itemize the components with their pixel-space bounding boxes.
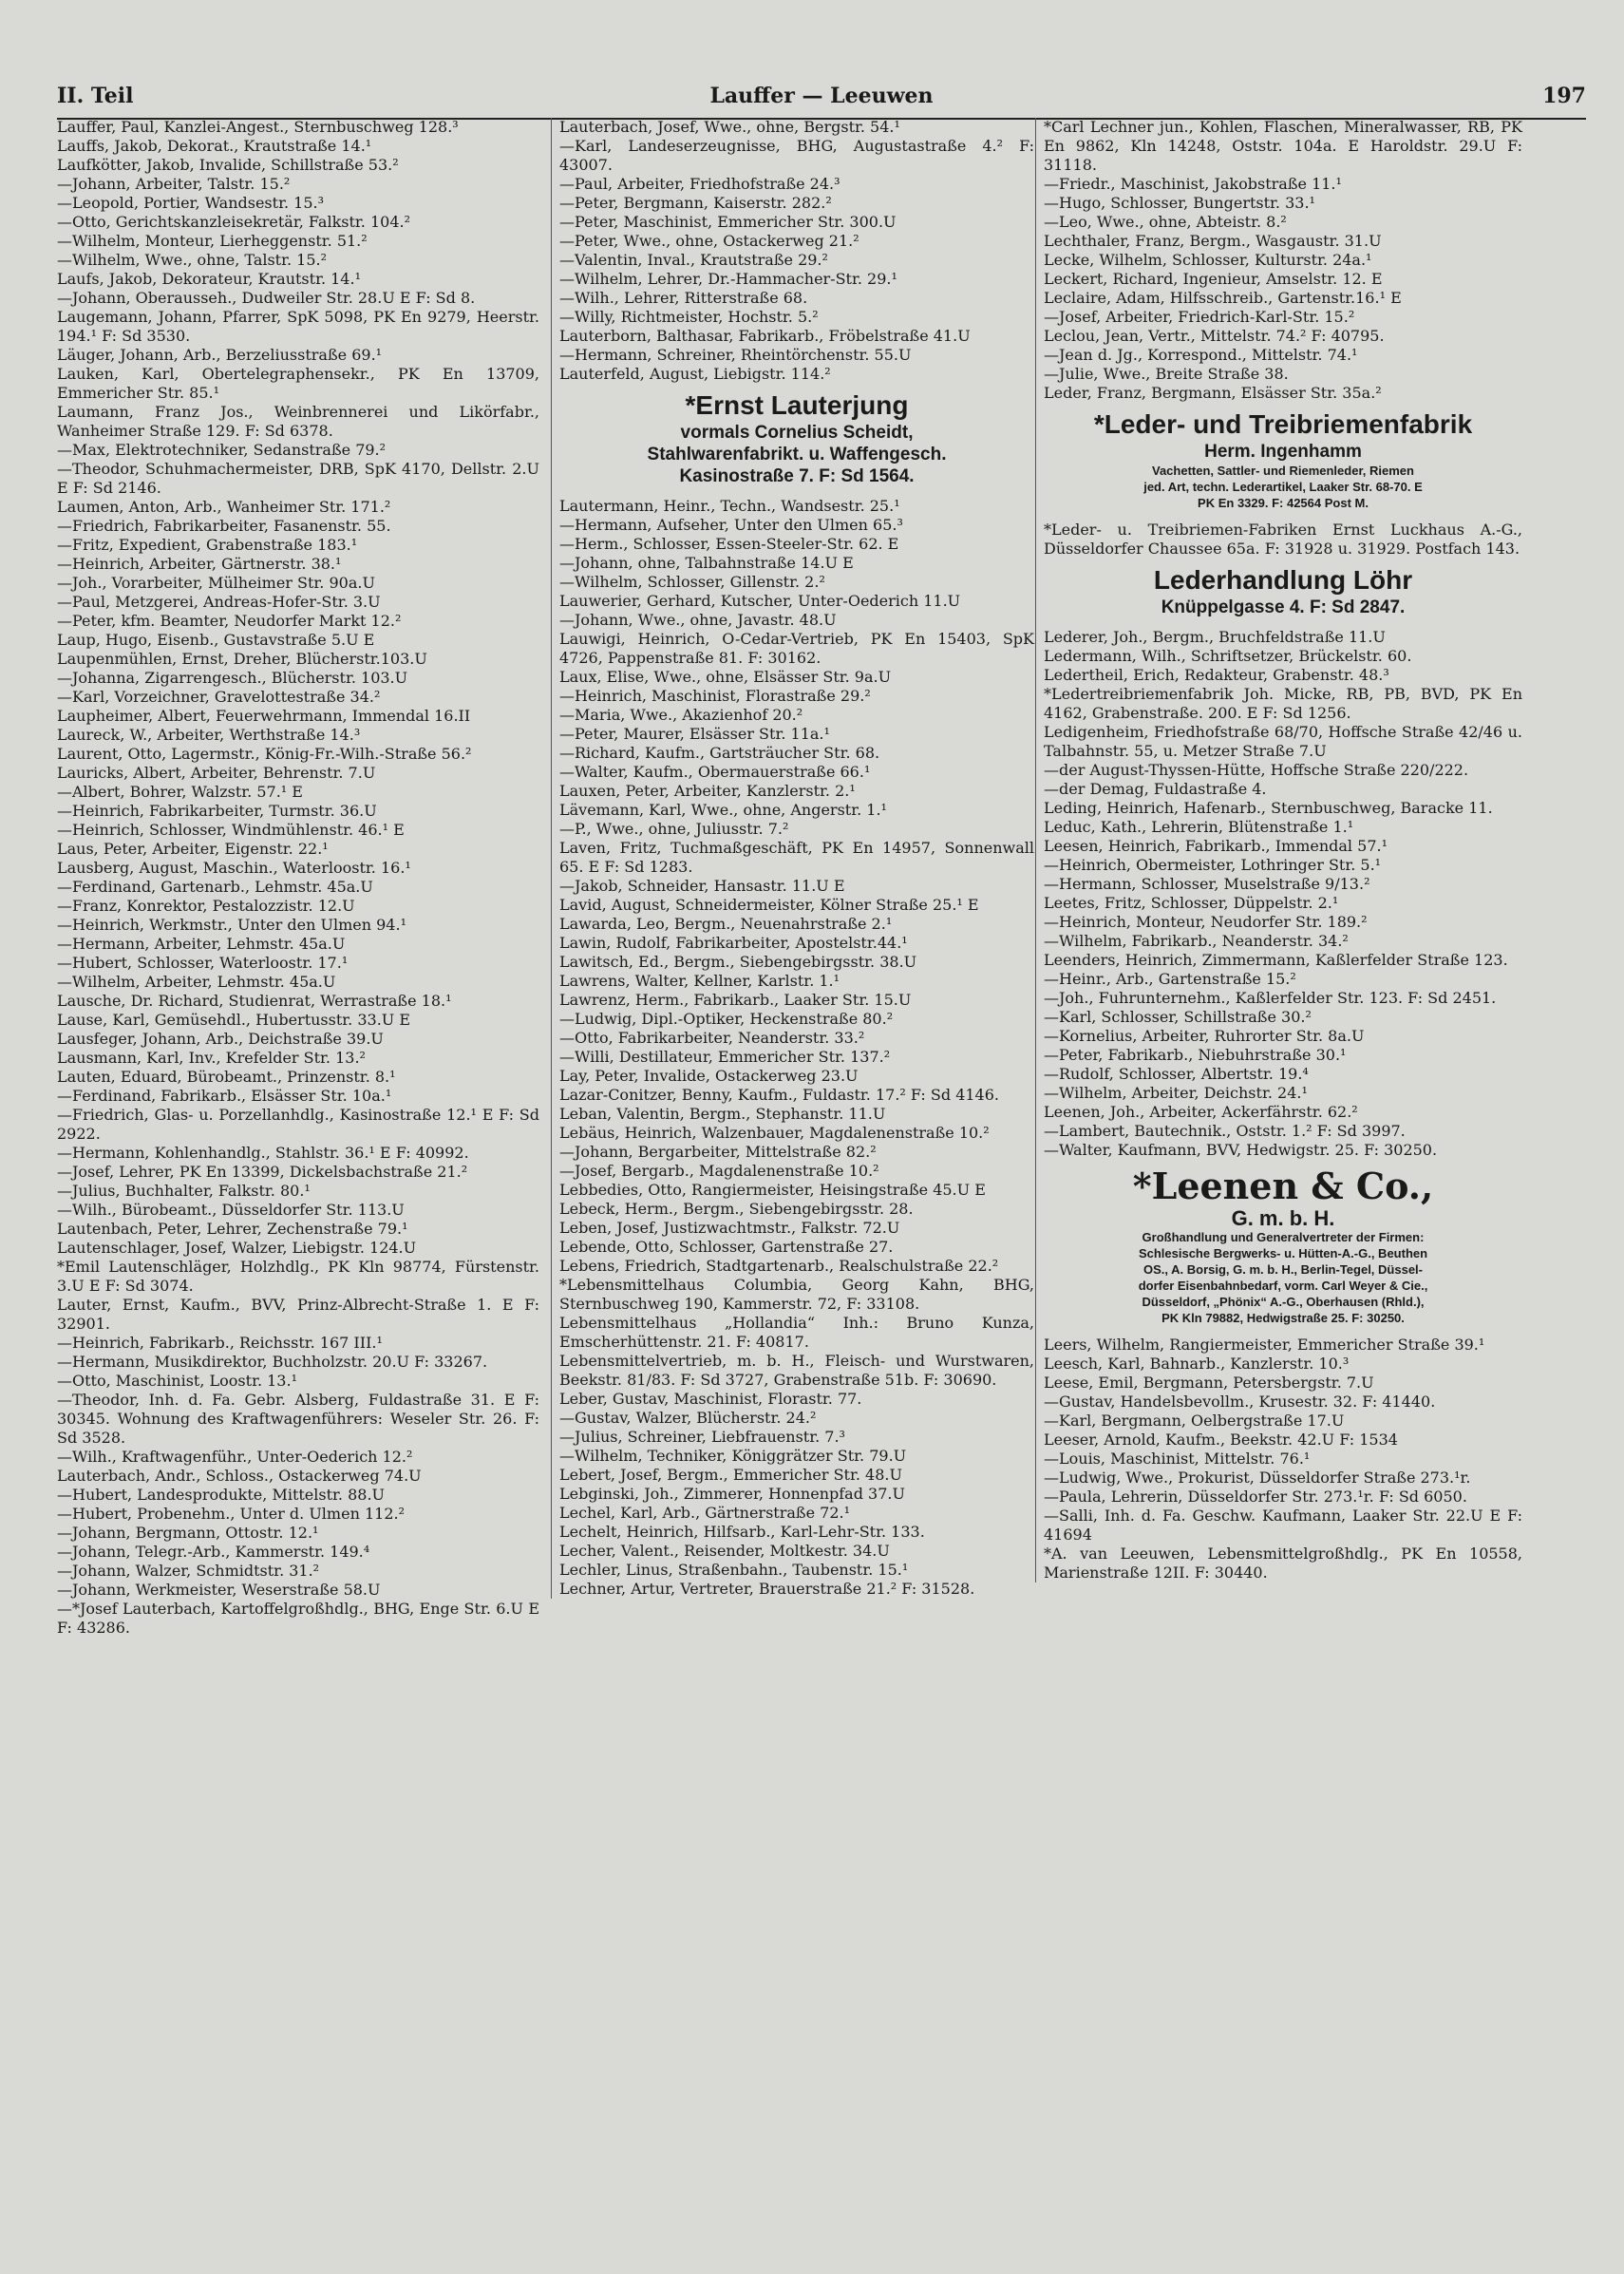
directory-entry: Lebeck, Herm., Bergm., Siebengebirgsstr. 28. bbox=[559, 1200, 914, 1218]
directory-entry: Lawarda, Leo, Bergm., Neuenahrstraße 2.¹ bbox=[559, 915, 893, 933]
directory-entry: —Jakob, Schneider, Hansastr. 11.U E bbox=[559, 877, 845, 895]
directory-entry: —Heinrich, Werkmstr., Unter den Ulmen 94.¹ bbox=[57, 916, 406, 934]
directory-entry: Lausberg, August, Maschin., Waterloostr. 16.¹ bbox=[57, 859, 411, 877]
directory-entry: Lause, Karl, Gemüsehdl., Hubertusstr. 33.U E bbox=[57, 1011, 411, 1029]
page-header bbox=[57, 84, 1586, 120]
directory-entry: Lawin, Rudolf, Fabrikarbeiter, Apostelstr.44.¹ bbox=[559, 934, 908, 952]
directory-entry: —Leopold, Portier, Wandsestr. 15.³ bbox=[57, 194, 324, 212]
directory-entry: Laven, Fritz, Tuchmaßgeschäft, PK En 14957, Sonnenwall 65. E F: Sd 1283. bbox=[559, 839, 1034, 876]
directory-entry: Lay, Peter, Invalide, Ostackerweg 23.U bbox=[559, 1067, 859, 1085]
directory-entry: Leckert, Richard, Ingenieur, Amselstr. 12. E bbox=[1044, 270, 1383, 288]
directory-entry: *Lebensmittelhaus Columbia, Georg Kahn, BHG, Sternbuschweg 190, Kammerstr. 72, F: 33108. bbox=[559, 1276, 1034, 1313]
directory-entry: Lebensmittelhaus „Hollandia“ Inh.: Bruno Kunza, Emscherhüttenstr. 21. F: 40817. bbox=[559, 1314, 1034, 1351]
directory-entry: Laufkötter, Jakob, Invalide, Schillstraße 53.² bbox=[57, 156, 399, 174]
directory-entry: —Heinrich, Fabrikarbeiter, Turmstr. 36.U bbox=[57, 802, 377, 820]
directory-entry: —Johann, Oberausseh., Dudweiler Str. 28.U E F: Sd 8. bbox=[57, 289, 476, 307]
directory-entry: —Peter, Maurer, Elsässer Str. 11a.¹ bbox=[559, 725, 830, 743]
directory-entry: *Leder- u. Treibriemen-Fabriken Ernst Luckhaus A.-G., Düsseldorfer Chaussee 65a. F: 31928 u. 31929. Postfach 143. bbox=[1044, 521, 1522, 558]
directory-entry: Lebäus, Heinrich, Walzenbauer, Magdalenenstraße 10.² bbox=[559, 1124, 990, 1142]
directory-entry: —Joh., Fuhrunternehm., Kaßlerfelder Str. 123. F: Sd 2451. bbox=[1044, 989, 1497, 1007]
ad-line: Herm. Ingenhamm bbox=[1204, 442, 1362, 462]
directory-entry: Lauwigi, Heinrich, O-Cedar-Vertrieb, PK En 15403, SpK 4726, Pappenstraße 81. F: 30162. bbox=[559, 630, 1034, 667]
directory-entry: Leese, Emil, Bergmann, Petersbergstr. 7.U bbox=[1044, 1374, 1374, 1392]
ad-line: dorfer Eisenbahnbedarf, vorm. Carl Weyer & Cie., bbox=[1138, 1279, 1428, 1293]
directory-entry: —Theodor, Inh. d. Fa. Gebr. Alsberg, Fuldastraße 31. E F: 30345. Wohnung des Kraftwagenführers: Weseler Str. 26. F: Sd 3528. bbox=[57, 1391, 539, 1447]
directory-entry: —Gustav, Walzer, Blücherstr. 24.² bbox=[559, 1409, 817, 1427]
directory-entry: Lazar-Conitzer, Benny, Kaufm., Fuldastr. 17.² F: Sd 4146. bbox=[559, 1086, 999, 1104]
directory-entry: Leclou, Jean, Vertr., Mittelstr. 74.² F: 40795. bbox=[1044, 327, 1385, 345]
directory-entry: —Wilhelm, Arbeiter, Lehmstr. 45a.U bbox=[57, 973, 336, 991]
directory-entry: —Friedrich, Glas- u. Porzellanhdlg., Kasinostraße 12.¹ E F: Sd 2922. bbox=[57, 1106, 539, 1143]
directory-entry: —Otto, Maschinist, Loostr. 13.¹ bbox=[57, 1372, 297, 1390]
directory-entry: —Ferdinand, Fabrikarb., Elsässer Str. 10a.¹ bbox=[57, 1087, 392, 1105]
directory-entry: —Hermann, Schlosser, Muselstraße 9/13.² bbox=[1044, 875, 1370, 893]
directory-entry: —Valentin, Inval., Krautstraße 29.² bbox=[559, 251, 828, 269]
ad-line: Düsseldorf, „Phönix“ A.-G., Oberhausen (Rhld.), bbox=[1142, 1295, 1425, 1309]
directory-entry: Laup, Hugo, Eisenb., Gustavstraße 5.U E bbox=[57, 631, 375, 649]
directory-entry: —Theodor, Schuhmachermeister, DRB, SpK 4170, Dellstr. 2.U E F: Sd 2146. bbox=[57, 460, 539, 497]
directory-entry: —Wilhelm, Schlosser, Gillenstr. 2.² bbox=[559, 573, 825, 591]
directory-entry: Lauffer, Paul, Kanzlei-Angest., Sternbuschweg 128.³ bbox=[57, 118, 459, 136]
directory-entry: Leder, Franz, Bergmann, Elsässer Str. 35a.² bbox=[1044, 384, 1382, 402]
directory-entry: Lederer, Joh., Bergm., Bruchfeldstraße 11.U bbox=[1044, 628, 1386, 646]
directory-entry: —Salli, Inh. d. Fa. Geschw. Kaufmann, Laaker Str. 22.U E F: 41694 bbox=[1044, 1507, 1522, 1544]
directory-entry: —Hubert, Probenehm., Unter d. Ulmen 112.² bbox=[57, 1505, 405, 1523]
directory-entry: —Hermann, Schreiner, Rheintörchenstr. 55.U bbox=[559, 346, 912, 364]
ad-title: *Ernst Lauterjung bbox=[685, 390, 909, 420]
directory-entry: Lawrenz, Herm., Fabrikarb., Laaker Str. 15.U bbox=[559, 991, 912, 1009]
directory-entry: Leduc, Kath., Lehrerin, Blütenstraße 1.¹ bbox=[1044, 818, 1354, 836]
directory-entry: —Heinrich, Maschinist, Florastraße 29.² bbox=[559, 687, 871, 705]
ad-line: Knüppelgasse 4. F: Sd 2847. bbox=[1161, 597, 1406, 617]
directory-entry: —Franz, Konrektor, Pestalozzistr. 12.U bbox=[57, 897, 355, 915]
directory-entry: —Max, Elektrotechniker, Sedanstraße 79.² bbox=[57, 441, 387, 459]
directory-entry: Leetes, Fritz, Schlosser, Düppelstr. 2.¹ bbox=[1044, 894, 1339, 912]
directory-entry: Laupenmühlen, Ernst, Dreher, Blücherstr.103.U bbox=[57, 650, 427, 668]
directory-entry: —Ferdinand, Gartenarb., Lehmstr. 45a.U bbox=[57, 878, 373, 896]
directory-entry: —Johann, Bergmann, Ottostr. 12.¹ bbox=[57, 1524, 319, 1542]
directory-entry: Lebert, Josef, Bergm., Emmericher Str. 48.U bbox=[559, 1466, 902, 1484]
directory-entry: Lechel, Karl, Arb., Gärtnerstraße 72.¹ bbox=[559, 1504, 850, 1522]
directory-entry: —Hermann, Aufseher, Unter den Ulmen 65.³ bbox=[559, 516, 903, 534]
directory-entry: —Peter, Fabrikarb., Niebuhrstraße 30.¹ bbox=[1044, 1046, 1347, 1064]
directory-entry: Leben, Josef, Justizwachtmstr., Falkstr. 72.U bbox=[559, 1219, 900, 1237]
directory-entry: —Karl, Landeserzeugnisse, BHG, Augustastraße 4.² F: 43007. bbox=[559, 137, 1034, 174]
directory-entry: Lauwerier, Gerhard, Kutscher, Unter-Oederich 11.U bbox=[559, 592, 961, 610]
directory-entry: —Wilh., Lehrer, Ritterstraße 68. bbox=[559, 289, 808, 307]
directory-entry: Leesen, Heinrich, Fabrikarb., Immendal 57.¹ bbox=[1044, 837, 1388, 855]
directory-entry: Lautenbach, Peter, Lehrer, Zechenstraße 79.¹ bbox=[57, 1220, 408, 1238]
directory-entry: Laureck, W., Arbeiter, Werthstraße 14.³ bbox=[57, 726, 361, 744]
directory-entry: —Wilhelm, Monteur, Lierheggenstr. 51.² bbox=[57, 232, 368, 250]
directory-entry: —Leo, Wwe., ohne, Abteistr. 8.² bbox=[1044, 213, 1287, 231]
page-number: 197 bbox=[1542, 84, 1586, 108]
ad-line: Stahlwarenfabrikt. u. Waffengesch. bbox=[647, 445, 947, 464]
column-1 bbox=[57, 118, 539, 1638]
section-label: II. Teil bbox=[57, 84, 134, 108]
directory-entry: Lavid, August, Schneidermeister, Kölner Straße 25.¹ E bbox=[559, 896, 979, 914]
directory-entry: —Hermann, Arbeiter, Lehmstr. 45a.U bbox=[57, 935, 346, 953]
directory-entry: —Ludwig, Wwe., Prokurist, Düsseldorfer Straße 273.¹r. bbox=[1044, 1469, 1471, 1487]
directory-entry: —Maria, Wwe., Akazienhof 20.² bbox=[559, 706, 803, 724]
directory-entry: Laumann, Franz Jos., Weinbrennerei und Likörfabr., Wanheimer Straße 129. F: Sd 6378. bbox=[57, 403, 539, 440]
directory-entry: Lauffs, Jakob, Dekorat., Krautstraße 14.¹ bbox=[57, 137, 372, 155]
directory-entry: —Lambert, Bautechnik., Oststr. 1.² F: Sd 3997. bbox=[1044, 1122, 1406, 1140]
directory-entry: —Jean d. Jg., Korrespond., Mittelstr. 74.¹ bbox=[1044, 346, 1358, 364]
directory-entry: —Wilhelm, Fabrikarb., Neanderstr. 34.² bbox=[1044, 932, 1349, 950]
directory-entry: —Peter, Bergmann, Kaiserstr. 282.² bbox=[559, 194, 832, 212]
directory-entry: Lausche, Dr. Richard, Studienrat, Werrastraße 18.¹ bbox=[57, 992, 452, 1010]
directory-entry: —Julie, Wwe., Breite Straße 38. bbox=[1044, 365, 1289, 383]
ad-lederhandlung-lohr bbox=[1044, 564, 1522, 618]
directory-entry: Laurent, Otto, Lagermstr., König-Fr.-Wilh.-Straße 56.² bbox=[57, 745, 472, 763]
directory-entry: —P., Wwe., ohne, Juliusstr. 7.² bbox=[559, 820, 789, 838]
ad-line: G. m. b. H. bbox=[1231, 1206, 1335, 1230]
directory-entry: —Richard, Kaufm., Gartsträucher Str. 68. bbox=[559, 744, 880, 762]
ad-line: Vachetten, Sattler- und Riemenleder, Riemen bbox=[1152, 464, 1414, 478]
directory-entry: —Johann, Arbeiter, Talstr. 15.² bbox=[57, 175, 291, 193]
directory-entry: Lausmann, Karl, Inv., Krefelder Str. 13.² bbox=[57, 1049, 366, 1067]
directory-entry: Lauken, Karl, Obertelegraphensekr., PK En 13709, Emmericher Str. 85.¹ bbox=[57, 365, 539, 402]
column-3 bbox=[1035, 118, 1522, 1582]
directory-entry: —der Demag, Fuldastraße 4. bbox=[1044, 780, 1267, 798]
directory-entry: Leeser, Arnold, Kaufm., Beekstr. 42.U F: 1534 bbox=[1044, 1431, 1398, 1449]
directory-entry: —der August-Thyssen-Hütte, Hoffsche Straße 220/222. bbox=[1044, 761, 1469, 779]
directory-entry: —Hermann, Kohlenhandlg., Stahlstr. 36.¹ E F: 40992. bbox=[57, 1144, 469, 1162]
directory-entry: Leban, Valentin, Bergm., Stephanstr. 11.U bbox=[559, 1105, 886, 1123]
directory-entry: Laux, Elise, Wwe., ohne, Elsässer Str. 9a.U bbox=[559, 668, 892, 686]
directory-entry: Lauterbach, Andr., Schloss., Ostackerweg 74.U bbox=[57, 1467, 422, 1485]
directory-entry: —Wilhelm, Lehrer, Dr.-Hammacher-Str. 29.¹ bbox=[559, 270, 897, 288]
directory-entry: Lechthaler, Franz, Bergm., Wasgaustr. 31.U bbox=[1044, 232, 1382, 250]
ad-leder-treibriemenfabrik bbox=[1044, 408, 1522, 511]
directory-entry: Laugemann, Johann, Pfarrer, SpK 5098, PK En 9279, Heerstr. 194.¹ F: Sd 3530. bbox=[57, 308, 539, 345]
directory-entry: —Kornelius, Arbeiter, Ruhrorter Str. 8a.U bbox=[1044, 1027, 1365, 1045]
directory-entry: —Walter, Kaufmann, BVV, Hedwigstr. 25. F: 30250. bbox=[1044, 1141, 1438, 1159]
ad-title: Lederhandlung Löhr bbox=[1153, 565, 1413, 595]
directory-entry: —Peter, Maschinist, Emmericher Str. 300.U bbox=[559, 213, 897, 231]
directory-entry: —Josef, Arbeiter, Friedrich-Karl-Str. 15.² bbox=[1044, 308, 1355, 326]
directory-entry: Ledertheil, Erich, Redakteur, Grabenstr. 48.³ bbox=[1044, 666, 1389, 684]
directory-entry: —Josef, Lehrer, PK En 13399, Dickelsbachstraße 21.² bbox=[57, 1163, 468, 1181]
directory-entry: Lauricks, Albert, Arbeiter, Behrenstr. 7.U bbox=[57, 764, 376, 782]
directory-entry: —Johann, Walzer, Schmidtstr. 31.² bbox=[57, 1562, 320, 1580]
directory-entry: Lebginski, Joh., Zimmerer, Honnenpfad 37.U bbox=[559, 1485, 905, 1503]
directory-entry: —Heinrich, Monteur, Neudorfer Str. 189.² bbox=[1044, 913, 1368, 931]
directory-entry: —Karl, Vorzeichner, Gravelottestraße 34.² bbox=[57, 688, 381, 706]
directory-entry: —Karl, Bergmann, Oelbergstraße 17.U bbox=[1044, 1412, 1345, 1430]
directory-entry: Lauten, Eduard, Bürobeamt., Prinzenstr. 8.¹ bbox=[57, 1068, 396, 1086]
ad-line: vormals Cornelius Scheidt, bbox=[680, 423, 914, 443]
directory-entry: —Wilhelm, Wwe., ohne, Talstr. 15.² bbox=[57, 251, 328, 269]
directory-entry: —Wilhelm, Arbeiter, Deichstr. 24.¹ bbox=[1044, 1084, 1308, 1102]
ad-line: PK Kln 79882, Hedwigstraße 25. F: 30250. bbox=[1161, 1311, 1405, 1325]
directory-entry: Leenen, Joh., Arbeiter, Ackerfährstr. 62.² bbox=[1044, 1103, 1358, 1121]
directory-entry: Lechelt, Heinrich, Hilfsarb., Karl-Lehr-Str. 133. bbox=[559, 1523, 925, 1541]
directory-entry: —Josef, Bergarb., Magdalenenstraße 10.² bbox=[559, 1162, 879, 1180]
directory-entry: —Hermann, Musikdirektor, Buchholzstr. 20.U F: 33267. bbox=[57, 1353, 488, 1371]
directory-entry: —Johanna, Zigarrengesch., Blücherstr. 103.U bbox=[57, 669, 408, 687]
directory-entry: —Hubert, Landesprodukte, Mittelstr. 88.U bbox=[57, 1486, 386, 1504]
directory-entry: *Emil Lautenschläger, Holzhdlg., PK Kln 98774, Fürstenstr. 3.U E F: Sd 3074. bbox=[57, 1258, 539, 1295]
directory-entry: Laumen, Anton, Arb., Wanheimer Str. 171.² bbox=[57, 498, 391, 516]
directory-entry: —Fritz, Expedient, Grabenstraße 183.¹ bbox=[57, 536, 358, 554]
directory-entry: —Karl, Schlosser, Schillstraße 30.² bbox=[1044, 1008, 1312, 1026]
directory-entry: —Louis, Maschinist, Mittelstr. 76.¹ bbox=[1044, 1450, 1311, 1468]
directory-entry: Lebende, Otto, Schlosser, Gartenstraße 27. bbox=[559, 1238, 894, 1256]
directory-entry: Leber, Gustav, Maschinist, Florastr. 77. bbox=[559, 1390, 862, 1408]
directory-entry: Lebensmittelvertrieb, m. b. H., Fleisch- und Wurstwaren, Beekstr. 81/83. F: Sd 3727, Grabenstraße 51b. F: 30690. bbox=[559, 1352, 1034, 1389]
ad-line: Schlesische Bergwerks- u. Hütten-A.-G., Beuthen bbox=[1138, 1246, 1428, 1260]
directory-entry: —Peter, kfm. Beamter, Neudorfer Markt 12.² bbox=[57, 612, 402, 630]
directory-entry: Läuger, Johann, Arb., Berzeliusstraße 69.¹ bbox=[57, 346, 383, 364]
directory-entry: —Heinrich, Schlosser, Windmühlenstr. 46.¹ E bbox=[57, 821, 405, 839]
directory-entry: —Heinr., Arb., Gartenstraße 15.² bbox=[1044, 970, 1296, 988]
ad-title: *Leder- und Treibriemenfabrik bbox=[1093, 409, 1473, 439]
directory-entry: —Albert, Bohrer, Walzstr. 57.¹ E bbox=[57, 783, 303, 801]
directory-entry: —Heinrich, Obermeister, Lothringer Str. 5.¹ bbox=[1044, 856, 1382, 874]
ad-line: Großhandlung und Generalvertreter der Firmen: bbox=[1142, 1230, 1425, 1244]
directory-entry: —Johann, ohne, Talbahnstraße 14.U E bbox=[559, 554, 854, 572]
directory-entry: Lautenschlager, Josef, Walzer, Liebigstr. 124.U bbox=[57, 1239, 417, 1257]
directory-entry: —Hubert, Schlosser, Waterloostr. 17.¹ bbox=[57, 954, 349, 972]
ad-line: PK En 3329. F: 42564 Post M. bbox=[1198, 496, 1369, 510]
column-2 bbox=[551, 118, 1034, 1599]
directory-entry: Lawrens, Walter, Kellner, Karlstr. 1.¹ bbox=[559, 972, 840, 990]
directory-entry: Lecke, Wilhelm, Schlosser, Kulturstr. 24a.¹ bbox=[1044, 251, 1372, 269]
ad-line: jed. Art, techn. Lederartikel, Laaker Str. 68-70. E bbox=[1143, 480, 1423, 494]
directory-entry: —Willi, Destillateur, Emmericher Str. 137.² bbox=[559, 1048, 891, 1066]
directory-entry: —Julius, Schreiner, Liebfrauenstr. 7.³ bbox=[559, 1428, 845, 1446]
directory-entry: Lauterborn, Balthasar, Fabrikarb., Fröbelstraße 41.U bbox=[559, 327, 971, 345]
directory-entry: Lauter, Ernst, Kaufm., BVV, Prinz-Albrecht-Straße 1. E F: 32901. bbox=[57, 1296, 539, 1333]
directory-entry: Lautermann, Heinr., Techn., Wandsestr. 25.¹ bbox=[559, 497, 900, 515]
directory-entry: —Julius, Buchhalter, Falkstr. 80.¹ bbox=[57, 1182, 311, 1200]
directory-entry: —Heinrich, Arbeiter, Gärtnerstr. 38.¹ bbox=[57, 555, 342, 573]
directory-entry: —Herm., Schlosser, Essen-Steeler-Str. 62. E bbox=[559, 535, 899, 553]
name-range: Lauffer — Leeuwen bbox=[709, 84, 934, 108]
directory-entry: Leding, Heinrich, Hafenarb., Sternbuschweg, Baracke 11. bbox=[1044, 799, 1493, 817]
directory-entry: —Ludwig, Dipl.-Optiker, Heckenstraße 80.² bbox=[559, 1010, 894, 1028]
directory-entry: —Paul, Arbeiter, Friedhofstraße 24.³ bbox=[559, 175, 840, 193]
ad-title: *Leenen & Co., bbox=[1132, 1165, 1434, 1207]
directory-entry: Lawitsch, Ed., Bergm., Siebengebirgsstr. 38.U bbox=[559, 953, 917, 971]
directory-entry: Lauterfeld, August, Liebigstr. 114.² bbox=[559, 365, 831, 383]
directory-entry: *Ledertreibriemenfabrik Joh. Micke, RB, PB, BVD, PK En 4162, Grabenstraße. 200. E F: Sd 1256. bbox=[1044, 685, 1522, 722]
directory-entry: Lauxen, Peter, Arbeiter, Kanzlerstr. 2.¹ bbox=[559, 782, 856, 800]
directory-entry: Lechler, Linus, Straßenbahn., Taubenstr. 15.¹ bbox=[559, 1561, 909, 1579]
directory-entry: Ledigenheim, Friedhofstraße 68/70, Hoffsche Straße 42/46 u. Talbahnstr. 55, u. Metzer Straße 7.U bbox=[1044, 723, 1522, 760]
directory-entry: Leers, Wilhelm, Rangiermeister, Emmericher Straße 39.¹ bbox=[1044, 1336, 1485, 1354]
directory-entry: —Paula, Lehrerin, Düsseldorfer Str. 273.¹r. F: Sd 6050. bbox=[1044, 1488, 1467, 1506]
directory-entry: —Walter, Kaufm., Obermauerstraße 66.¹ bbox=[559, 763, 871, 781]
directory-entry: —Joh., Vorarbeiter, Mülheimer Str. 90a.U bbox=[57, 574, 375, 592]
directory-entry: —Johann, Werkmeister, Weserstraße 58.U bbox=[57, 1581, 381, 1599]
directory-entry: Leclaire, Adam, Hilfsschreib., Gartenstr.16.¹ E bbox=[1044, 289, 1402, 307]
directory-entry: —Otto, Gerichtskanzleisekretär, Falkstr. 104.² bbox=[57, 213, 411, 231]
directory-entry: —Johann, Telegr.-Arb., Kammerstr. 149.⁴ bbox=[57, 1543, 370, 1561]
directory-entry: —Otto, Fabrikarbeiter, Neanderstr. 33.² bbox=[559, 1029, 865, 1047]
directory-entry: Laus, Peter, Arbeiter, Eigenstr. 22.¹ bbox=[57, 840, 329, 858]
directory-entry: *Carl Lechner jun., Kohlen, Flaschen, Mineralwasser, RB, PK En 9862, Kln 14248, Oststr. 104a. E Haroldstr. 29.U F: 31118. bbox=[1044, 118, 1522, 174]
directory-entry: —Willy, Richtmeister, Hochstr. 5.² bbox=[559, 308, 819, 326]
directory-entry: —Wilhelm, Techniker, Königgrätzer Str. 79.U bbox=[559, 1447, 907, 1465]
directory-entry: —Johann, Bergarbeiter, Mittelstraße 82.² bbox=[559, 1143, 877, 1161]
directory-entry: *A. van Leeuwen, Lebensmittelgroßhdlg., PK En 10558, Marienstraße 12II. F: 30440. bbox=[1044, 1544, 1522, 1582]
directory-entry: —Heinrich, Fabrikarb., Reichsstr. 167 III.¹ bbox=[57, 1334, 383, 1352]
ad-line: OS., A. Borsig, G. m. b. H., Berlin-Tegel, Düssel- bbox=[1143, 1262, 1423, 1277]
directory-entry: —Wilh., Bürobeamt., Düsseldorfer Str. 113.U bbox=[57, 1201, 405, 1219]
ad-line: Kasinostraße 7. F: Sd 1564. bbox=[679, 466, 915, 486]
directory-entry: —Peter, Wwe., ohne, Ostackerweg 21.² bbox=[559, 232, 859, 250]
directory-entry: Laufs, Jakob, Dekorateur, Krautstr. 14.¹ bbox=[57, 270, 361, 288]
directory-entry: Lauterbach, Josef, Wwe., ohne, Bergstr. 54.¹ bbox=[559, 118, 900, 136]
directory-entry: —Rudolf, Schlosser, Albertstr. 19.⁴ bbox=[1044, 1065, 1309, 1083]
directory-entry: Lecher, Valent., Reisender, Moltkestr. 34.U bbox=[559, 1542, 890, 1560]
directory-entry: Lausfeger, Johann, Arb., Deichstraße 39.U bbox=[57, 1030, 384, 1048]
ad-leenen-co bbox=[1044, 1165, 1522, 1326]
directory-entry: —Friedrich, Fabrikarbeiter, Fasanenstr. 55. bbox=[57, 517, 391, 535]
ad-ernst-lauterjung bbox=[559, 389, 1034, 487]
directory-entry: —Wilh., Kraftwagenführ., Unter-Oederich 12.² bbox=[57, 1448, 413, 1466]
directory-entry: Ledermann, Wilh., Schriftsetzer, Brückelstr. 60. bbox=[1044, 647, 1412, 665]
directory-entry: —*Josef Lauterbach, Kartoffelgroßhdlg., BHG, Enge Str. 6.U E F: 43286. bbox=[57, 1600, 539, 1637]
directory-entry: —Paul, Metzgerei, Andreas-Hofer-Str. 3.U bbox=[57, 593, 381, 611]
directory-entry: Leenders, Heinrich, Zimmermann, Kaßlerfelder Straße 123. bbox=[1044, 951, 1508, 969]
directory-entry: Lechner, Artur, Vertreter, Brauerstraße 21.² F: 31528. bbox=[559, 1580, 975, 1598]
directory-entry: Laupheimer, Albert, Feuerwehrmann, Immendal 16.II bbox=[57, 707, 471, 725]
directory-entry: —Friedr., Maschinist, Jakobstraße 11.¹ bbox=[1044, 175, 1342, 193]
directory-entry: Lebens, Friedrich, Stadtgartenarb., Realschulstraße 22.² bbox=[559, 1257, 999, 1275]
directory-entry: —Johann, Wwe., ohne, Javastr. 48.U bbox=[559, 611, 837, 629]
directory-entry: —Gustav, Handelsbevollm., Krusestr. 32. F: 41440. bbox=[1044, 1393, 1436, 1411]
directory-entry: Lävemann, Karl, Wwe., ohne, Angerstr. 1.¹ bbox=[559, 801, 887, 819]
directory-entry: —Hugo, Schlosser, Bungertstr. 33.¹ bbox=[1044, 194, 1315, 212]
directory-entry: Leesch, Karl, Bahnarb., Kanzlerstr. 10.³ bbox=[1044, 1355, 1350, 1373]
directory-entry: Lebbedies, Otto, Rangiermeister, Heisingstraße 45.U E bbox=[559, 1181, 986, 1199]
